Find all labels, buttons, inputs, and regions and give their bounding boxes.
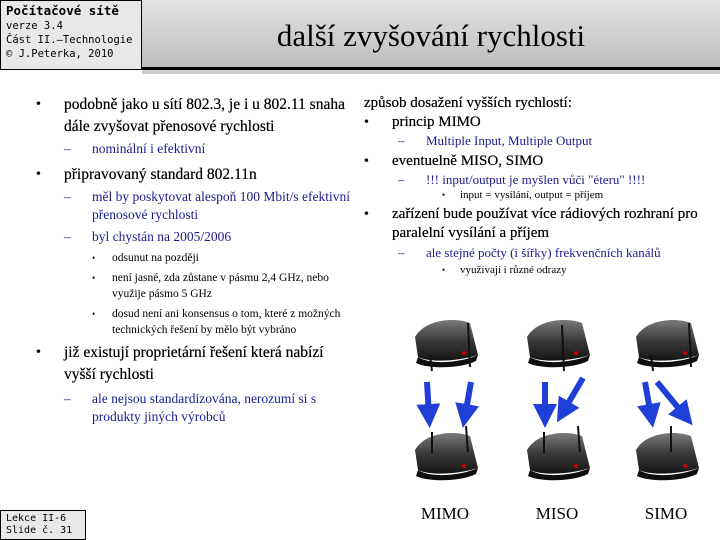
sub-bullet-multiple-io [392, 133, 714, 149]
sub-sub-bullet-text: není jasné, zda zůstane v pásmu 2,4 GHz, nebo využije pásmo 5 GHz [112, 272, 329, 300]
bullet-text: eventuelně MISO, SIMO [392, 153, 544, 169]
bullet-marker: • [364, 154, 369, 169]
sub-sub-bullet-input-output [392, 188, 714, 202]
sub-bullet-ether [392, 172, 714, 188]
sub-sub-bullet-postponed [92, 250, 356, 266]
mimo-miso-simo-diagram [405, 310, 715, 530]
sub-sub-bullet-text: odsunut na později [112, 252, 199, 264]
bullet-text: zařízení bude používat více rádiových rozhraní pro paralelní vysílání a příjem [392, 206, 698, 241]
title-shadow [142, 70, 720, 74]
title-bar [142, 0, 720, 70]
router-icon [527, 426, 590, 480]
label-miso: MISO [535, 504, 579, 523]
sub-bullet-100mbit [64, 188, 356, 224]
sub-bullet-same-channels [392, 245, 714, 261]
right-column [364, 93, 714, 277]
sub-bullet-text: byl chystán na 2005/2006 [92, 229, 232, 244]
lesson-number: Lekce II-6 [6, 513, 67, 524]
router-icon [415, 320, 478, 371]
sub-sub-bullet-reflections [392, 263, 714, 277]
bullet-marker: • [36, 345, 41, 360]
sub-bullet-nominal [64, 140, 356, 158]
small-bullet-marker: • [92, 273, 96, 283]
dash-marker: – [64, 141, 71, 156]
course-version: verze 3.4 [6, 20, 63, 32]
sub-sub-bullet-consensus [92, 306, 356, 338]
sub-bullet-planned [64, 228, 356, 338]
dash-marker: – [398, 133, 405, 148]
bullet-proprietary [36, 342, 356, 426]
bullet-marker: • [36, 97, 41, 112]
sub-sub-bullet-text: dosud není ani konsensus o tom, které z možných technických řešení by mělo být vybráno [112, 308, 341, 336]
dash-marker: – [398, 172, 405, 187]
dash-marker: – [398, 245, 405, 260]
router-icon [636, 320, 699, 371]
router-icon [636, 426, 699, 480]
sub-bullet-not-standardized [64, 390, 356, 426]
sub-sub-bullet-text: využívají i různé odrazy [460, 264, 567, 276]
diagram-graphic [405, 310, 715, 530]
bullet-text: princip MIMO [392, 114, 481, 130]
small-bullet-marker: • [442, 265, 446, 275]
sub-sub-bullet-text: input = vysílání, output = příjem [460, 189, 604, 201]
small-bullet-marker: • [92, 309, 96, 319]
router-icon [415, 426, 478, 480]
dash-marker: – [64, 391, 71, 406]
slide-footer-box [0, 510, 86, 540]
bullet-speed-effort [36, 94, 356, 158]
bullet-marker: • [364, 115, 369, 130]
slide-title: další zvyšování rychlosti [276, 18, 586, 53]
course-copyright: © J.Peterka, 2010 [6, 48, 114, 60]
slide-number: Slide č. 31 [6, 525, 73, 536]
bullet-mimo [364, 113, 714, 149]
small-bullet-marker: • [442, 190, 446, 200]
label-simo: SIMO [644, 504, 688, 523]
bullet-radio-interfaces [364, 205, 714, 277]
bullet-standard-80211n [36, 164, 356, 338]
sub-bullet-text: Multiple Input, Multiple Output [426, 133, 593, 148]
sub-bullet-text: ale nejsou standardizována, nerozumí si s produkty jiných výrobců [92, 391, 317, 424]
course-part: Část II.–Technologie [6, 34, 133, 46]
bullet-marker: • [364, 207, 369, 222]
dash-marker: – [64, 189, 71, 204]
small-bullet-marker: • [92, 253, 96, 263]
bullet-miso-simo [364, 152, 714, 202]
sub-bullet-text: měl by poskytovat alespoň 100 Mbit/s efektivní přenosové rychlosti [92, 189, 350, 222]
left-column [36, 94, 356, 426]
sub-bullet-text: nominální i efektivní [92, 141, 206, 156]
bullet-text: připravovaný standard 802.11n [64, 166, 257, 183]
bullet-marker: • [36, 167, 41, 182]
arrow-icon [427, 378, 685, 416]
label-mimo: MIMO [420, 504, 470, 523]
bullet-text: podobně jako u sítí 802.3, je i u 802.11 snaha dále zvyšovat přenosové rychlosti [64, 96, 345, 135]
right-intro: způsob dosažení vyšších rychlostí: [364, 95, 572, 111]
sub-bullet-text: ale stejné počty (i šířky) frekvenčních kanálů [426, 245, 661, 260]
course-name: Počítačové sítě [6, 3, 119, 18]
router-icon [527, 320, 590, 371]
course-info-box [0, 0, 142, 70]
sub-bullet-text: !!! input/output je myšlen vůči "éteru" !!!! [426, 172, 646, 187]
sub-sub-bullet-band [92, 270, 356, 302]
bullet-text: již existují proprietární řešení která nabízí vyšší rychlosti [64, 344, 324, 383]
dash-marker: – [64, 229, 71, 244]
